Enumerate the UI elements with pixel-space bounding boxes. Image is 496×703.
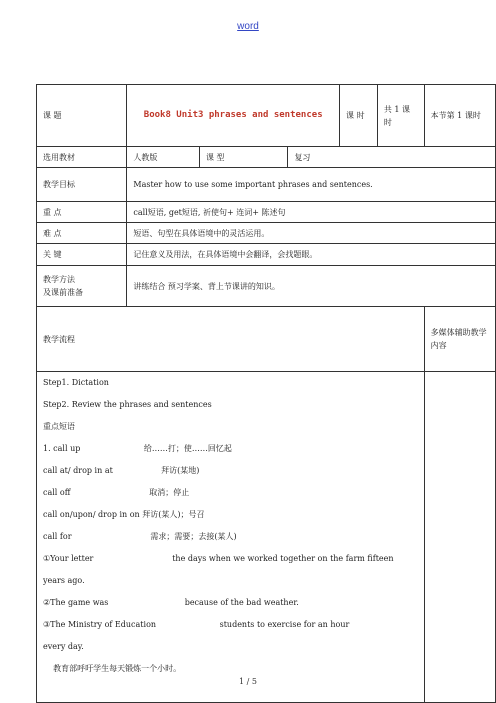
label-objective: 教学目标 [37,168,127,202]
flow-content [37,372,425,703]
row-key [37,244,496,266]
phrase-call-for: call for 需求；需要；去接(某人) [43,532,237,541]
lesson-plan-table [36,84,496,703]
media-header-line1: 多媒体辅助教学 [430,328,487,337]
label-method-line1: 教学方法 [43,275,75,284]
key-value: 记住意义及用法，在具体语境中会翻译，会找题眼。 [127,244,496,266]
lesson-title: Book8 Unit3 phrases and sentences [127,85,340,147]
label-method [37,266,127,307]
row-flow-header [37,307,496,372]
row-key-points [37,202,496,223]
label-key-points: 重 点 [37,202,127,223]
key-points-value: call短语, get短语, 祈使句+ 连词+ 陈述句 [127,202,496,223]
example-3: ③The Ministry of Education students to exercise for an hour [43,620,350,629]
method-value: 讲练结合 预习学案、背上节课讲的知识。 [127,266,496,307]
label-lesson-type: 课 型 [199,147,287,168]
row-textbook [37,147,496,168]
label-key: 关 键 [37,244,127,266]
objective-value: Master how to use some important phrases and sentences. [127,168,496,202]
phrase-call-up: 1. call up 给……打；使……回忆起 [43,444,232,453]
lesson-type-value: 复习 [288,147,496,168]
row-difficulties [37,223,496,244]
label-topic: 课 题 [37,85,127,147]
media-header-line2: 内容 [430,341,447,350]
textbook-value: 人教版 [127,147,200,168]
media-header [424,307,495,372]
media-content [424,372,495,703]
word-header-link[interactable]: word [237,21,259,32]
difficulties-value: 短语、句型在具体语境中的灵活运用。 [127,223,496,244]
row-lesson-title [37,85,496,147]
phrase-call-at: call at/ drop in at 拜访(某地) [43,466,200,475]
total-periods: 共 1 课时 [377,85,424,147]
key-phrases-heading: 重点短语 [43,422,75,431]
label-difficulties: 难 点 [37,223,127,244]
row-objective [37,168,496,202]
example-3-cont: every day. [43,642,84,651]
row-method [37,266,496,307]
step1: Step1. Dictation [43,378,109,387]
phrase-call-on: call on/upon/ drop in on 拜访(某人)；号召 [43,510,205,519]
page-number: 1 / 5 [239,677,257,686]
label-period: 课 时 [340,85,378,147]
phrase-call-off: call off 取消；停止 [43,488,190,497]
row-flow-content [37,372,496,703]
example-2: ②The game was because of the bad weather. [43,598,299,607]
label-textbook: 选用教材 [37,147,127,168]
step2: Step2. Review the phrases and sentences [43,400,212,409]
current-period: 本节第 1 课时 [424,85,495,147]
example-1: ①Your letter the days when we worked together on the farm fifteen years ago. [43,554,397,585]
label-teaching-flow: 教学流程 [37,307,425,372]
label-method-line2: 及课前准备 [43,288,83,297]
example-3-translation: 教育部呼吁学生每天锻炼一个小时。 [43,664,182,673]
